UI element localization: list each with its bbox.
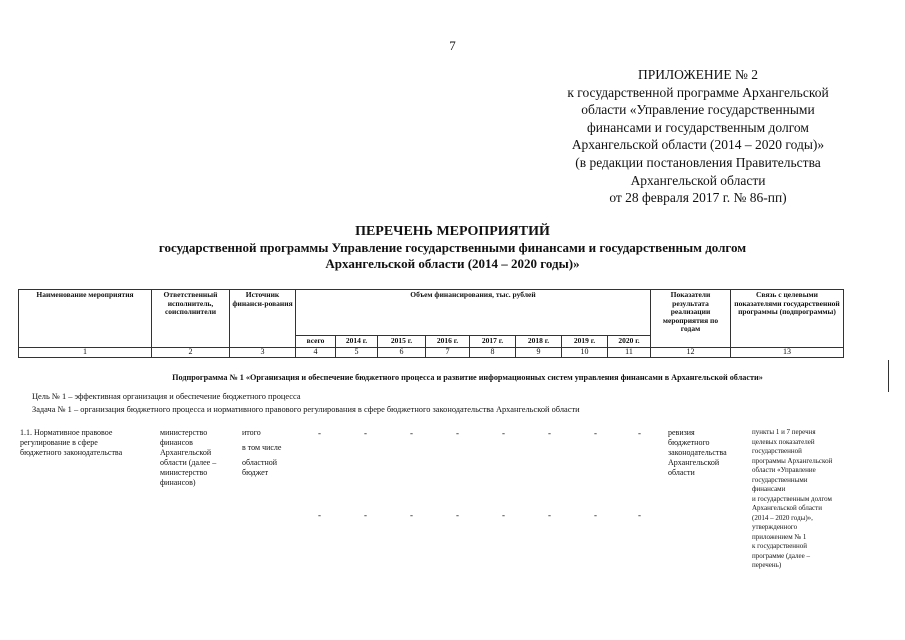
col-number: 13 (731, 348, 844, 358)
subheader-year: 2020 г. (608, 336, 651, 348)
value-budget-2014: - (364, 510, 367, 520)
header-source: Источник финанси-рования (230, 290, 296, 348)
col-number: 6 (378, 348, 426, 358)
indicator-line: ревизия (668, 428, 695, 437)
header-indicators: Показатели результата реализации мероприятия по годам (651, 290, 731, 348)
value-total-all: - (318, 428, 321, 438)
appendix-line: финансами и государственным долгом (587, 119, 809, 135)
value-budget-2018: - (548, 510, 551, 520)
col-number: 4 (296, 348, 336, 358)
value-total-2020: - (638, 428, 641, 438)
measure-executor (160, 428, 216, 488)
subheader-total: всего (296, 336, 336, 348)
link-line: государственными (752, 475, 808, 484)
subheader-year: 2017 г. (470, 336, 516, 348)
link-line: и государственным долгом (752, 494, 832, 503)
col-number: 11 (608, 348, 651, 358)
appendix-line: ПРИЛОЖЕНИЕ № 2 (637, 67, 759, 82)
goal-text: Цель № 1 – эффективная организация и обеспечение бюджетного процесса (32, 392, 301, 401)
value-budget-2016: - (456, 510, 459, 520)
page-number: 7 (449, 38, 456, 53)
col-number: 8 (470, 348, 516, 358)
appendix-line: (в редакции постановления Правительства (575, 154, 821, 170)
value-total-2015: - (410, 428, 413, 438)
appendix-line: области «Управление государственными (581, 102, 815, 118)
value-budget-2019: - (594, 510, 597, 520)
appendix-line: Архангельской области (2014 – 2020 годы)» (571, 137, 825, 153)
measure-name-line: регулирование в сфере (20, 438, 98, 447)
col-number: 1 (19, 348, 152, 358)
subheader-year: 2018 г. (516, 336, 562, 348)
document-title: ПЕРЕЧЕНЬ МЕРОПРИЯТИЙ (355, 224, 550, 239)
link-line: (2014 – 2020 годы)», (752, 513, 813, 522)
header-name: Наименование мероприятия (19, 290, 152, 348)
header-executor: Ответственный исполнитель, соисполнители (152, 290, 230, 348)
link-line: Архангельской области (752, 504, 822, 512)
link-line: целевых показателей (752, 437, 815, 446)
measure-name (20, 428, 122, 458)
executor-line: финансов) (160, 478, 196, 487)
link-line: приложением № 1 (752, 532, 807, 541)
col-number: 5 (336, 348, 378, 358)
subtitle-line: Архангельской области (2014 – 2020 годы)» (325, 256, 580, 271)
executor-line: Архангельской (160, 448, 212, 457)
link-line: к государственной (752, 542, 808, 550)
value-total-2018: - (548, 428, 551, 438)
col-number: 2 (152, 348, 230, 358)
value-budget-2020: - (638, 510, 641, 520)
col-number: 12 (651, 348, 731, 358)
value-total-2016: - (456, 428, 459, 438)
link-line: пункты 1 и 7 перечня (752, 428, 816, 436)
subprogram-heading: Подпрограмма № 1 «Организация и обеспечение бюджетного процесса и развитие информационных систем управления финансами в Архангельской области» (172, 373, 763, 382)
header-volume: Объем финансирования, тыс. рублей (296, 290, 651, 336)
source-budget-line: бюджет (242, 468, 269, 477)
appendix-line: от 28 февраля 2017 г. № 86-пп) (609, 190, 787, 206)
executor-line: министерство (160, 468, 208, 477)
measure-indicator (668, 428, 727, 478)
measure-source-total: итого (242, 428, 261, 437)
link-line: области «Управление (752, 466, 816, 474)
subheader-year: 2019 г. (562, 336, 608, 348)
measure-name-line: 1.1. Нормативное правовое (20, 428, 113, 437)
indicator-line: области (668, 468, 695, 477)
value-total-2014: - (364, 428, 367, 438)
col-number: 10 (562, 348, 608, 358)
executor-line: финансов (160, 438, 193, 447)
link-line: государственной (752, 447, 802, 455)
measures-table-header (18, 289, 844, 358)
value-budget-all: - (318, 510, 321, 520)
link-line: финансами (752, 485, 786, 493)
measure-source-budget (242, 458, 277, 478)
executor-line: области (далее – (160, 458, 217, 467)
link-line: перечень) (752, 561, 782, 569)
indicator-line: Архангельской (668, 458, 720, 467)
subheader-year: 2016 г. (426, 336, 470, 348)
link-line: утвержденного (752, 523, 798, 531)
measure-link (752, 428, 832, 571)
appendix-line: к государственной программе Архангельской (567, 84, 829, 100)
executor-line: министерство (160, 428, 208, 437)
appendix-block (548, 66, 848, 207)
appendix-line: Архангельской области (630, 172, 766, 188)
measure-source-incl: в том числе (242, 443, 282, 452)
measure-name-line: бюджетного законодательства (20, 448, 123, 457)
link-line: программе (далее – (752, 551, 810, 560)
task-text: Задача № 1 – организация бюджетного процесса и нормативного правового регулирования в сфере бюджетного законодательства Архангельской области (32, 405, 580, 414)
subtitle-line: государственной программы Управление государственными финансами и государственным долгом (158, 240, 747, 255)
header-link: Связь с целевыми показателями государственной программы (подпрограммы) (731, 290, 844, 348)
value-budget-2015: - (410, 510, 413, 520)
link-line: программы Архангельской (752, 456, 833, 465)
value-total-2017: - (502, 428, 505, 438)
document-subtitle (60, 240, 845, 272)
subheader-year: 2015 г. (378, 336, 426, 348)
col-number: 9 (516, 348, 562, 358)
subheader-year: 2014 г. (336, 336, 378, 348)
col-number: 7 (426, 348, 470, 358)
indicator-line: законодательства (668, 448, 727, 457)
col-number: 3 (230, 348, 296, 358)
value-total-2019: - (594, 428, 597, 438)
value-budget-2017: - (502, 510, 505, 520)
indicator-line: бюджетного (668, 438, 710, 447)
source-budget-line: областной (242, 458, 278, 467)
